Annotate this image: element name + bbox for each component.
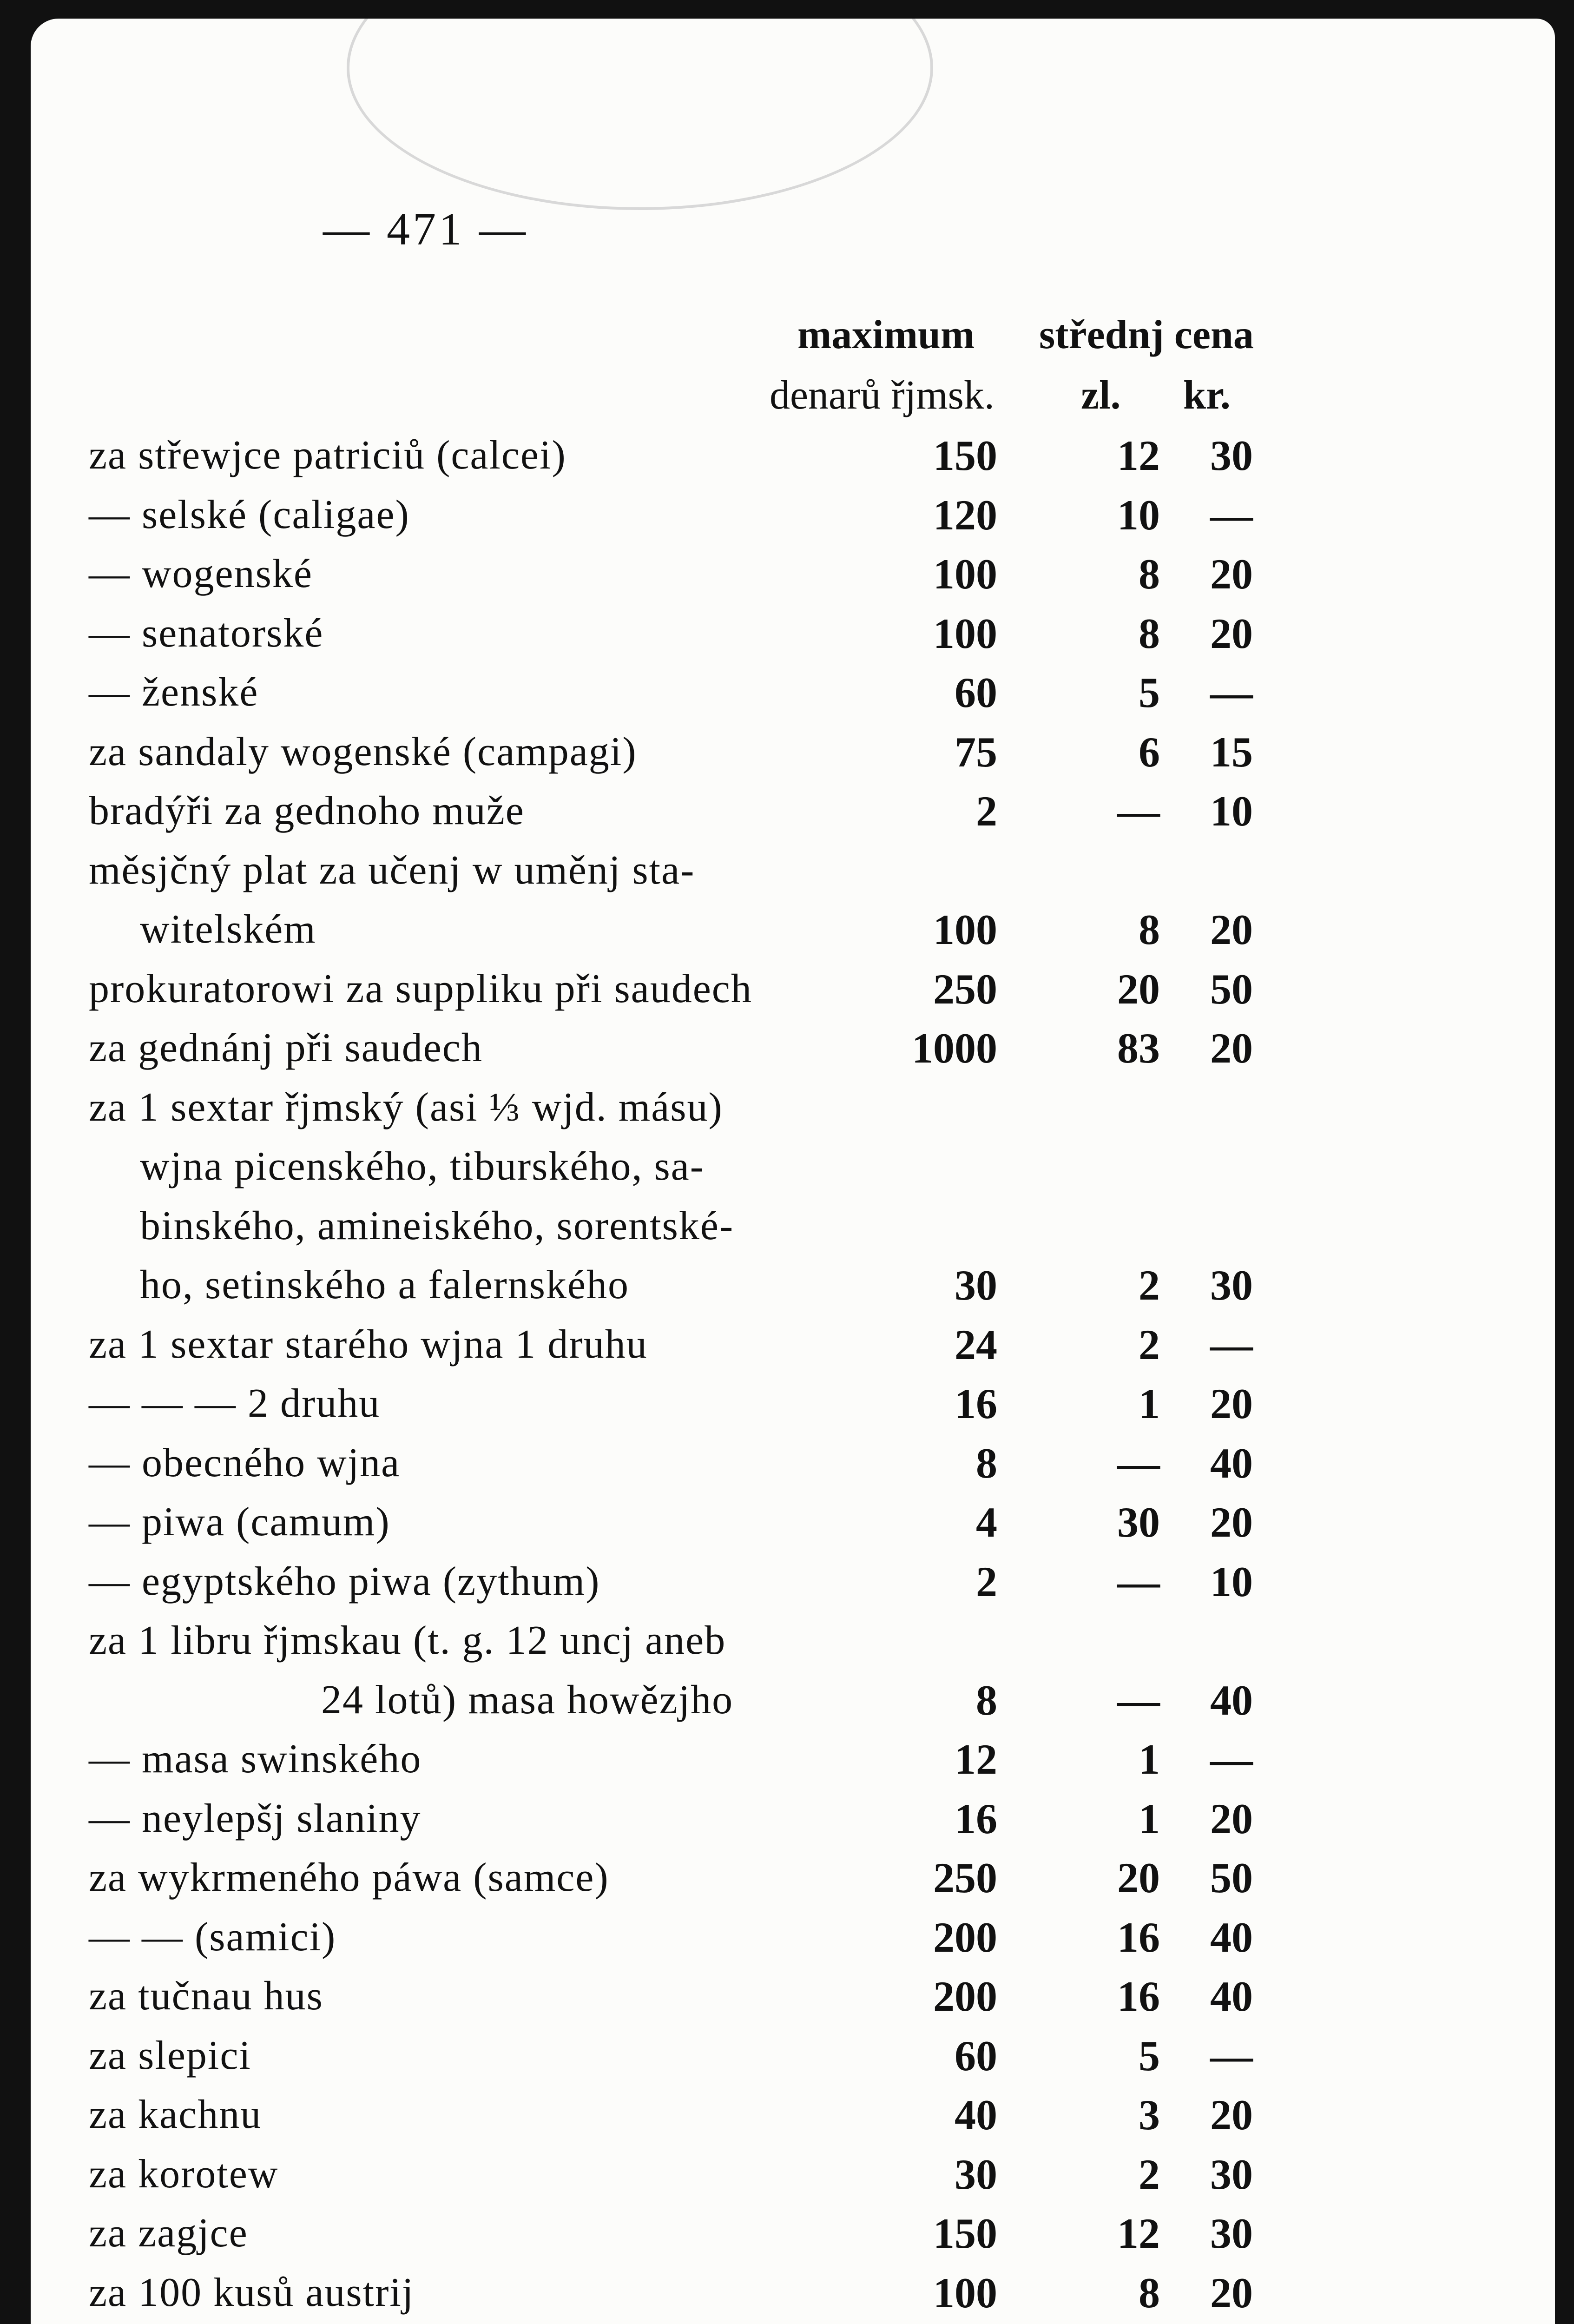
zl-value: 8 (1139, 2269, 1160, 2317)
item-label: za kachnu (89, 2092, 262, 2137)
table-row (31, 961, 1518, 1017)
table-row (31, 1791, 1518, 1847)
item-label: za střewjce patriciů (calcei) (89, 433, 566, 478)
table-row (31, 2028, 1518, 2084)
kr-value: 20 (1210, 1380, 1253, 1427)
table-row (31, 428, 1518, 483)
kr-value: 30 (1210, 432, 1253, 479)
bleed-through-arc (347, 19, 933, 210)
table-row (31, 2265, 1518, 2321)
item-label: — masa swinského (89, 1736, 422, 1782)
zl-value: 12 (1117, 432, 1160, 479)
table-row (31, 1731, 1518, 1787)
zl-value: 12 (1117, 2210, 1160, 2257)
table-row (31, 1376, 1518, 1432)
zl-value: 8 (1139, 906, 1160, 953)
table-row (31, 1435, 1518, 1491)
zl-value: 3 (1139, 2091, 1160, 2139)
maximum-value: 16 (955, 1795, 997, 1842)
maximum-value: 8 (976, 1676, 997, 1724)
maximum-value: 1000 (912, 1024, 997, 1072)
kr-value: 30 (1210, 1261, 1253, 1309)
maximum-value: 150 (933, 2210, 997, 2257)
maximum-value: 100 (933, 550, 997, 598)
item-label: měsjčný plat za učenj w uměnj sta- (89, 847, 695, 893)
table-row (31, 843, 1518, 898)
zl-value: 20 (1117, 965, 1160, 1013)
kr-value: 40 (1210, 1913, 1253, 1961)
book-page (31, 19, 1555, 2324)
table-row (31, 1139, 1518, 1195)
table-row (31, 546, 1518, 602)
kr-value: 20 (1210, 609, 1253, 657)
item-label: wjna picenského, tiburského, sa- (140, 1144, 705, 1189)
zl-value: 30 (1117, 1499, 1160, 1546)
column-header-denaru: denarů řjmsk. (770, 373, 994, 418)
item-label: za 1 sextar starého wjna 1 druhu (89, 1321, 648, 1367)
item-label: prokuratorowi za suppliku při saudech (89, 966, 752, 1011)
column-header-stredni-cena: střednj cena (1039, 312, 1254, 357)
table-row (31, 487, 1518, 543)
item-label: za zagjce (89, 2211, 248, 2256)
maximum-value: 200 (933, 1913, 997, 1961)
kr-value: 50 (1210, 1854, 1253, 1901)
item-label: za 1 sextar řjmský (asi ⅓ wjd. másu) (89, 1084, 723, 1130)
kr-value: 30 (1210, 2210, 1253, 2257)
zl-value: 8 (1139, 609, 1160, 657)
zl-value: 6 (1139, 728, 1160, 776)
kr-value: 40 (1210, 1676, 1253, 1724)
zl-value: — (1117, 1558, 1160, 1605)
kr-value: 20 (1210, 906, 1253, 953)
maximum-value: 40 (955, 2091, 997, 2139)
maximum-value: 2 (976, 1558, 997, 1605)
item-label: za 100 kusů austrij (89, 2270, 415, 2315)
maximum-value: 2 (976, 787, 997, 835)
maximum-value: 250 (933, 1854, 997, 1901)
zl-value: — (1117, 1439, 1160, 1487)
table-row (31, 1020, 1518, 1076)
item-label: za tučnau hus (89, 1974, 323, 2019)
maximum-value: 200 (933, 1973, 997, 2020)
zl-value: 5 (1139, 669, 1160, 716)
kr-value: 20 (1210, 1024, 1253, 1072)
column-header-maximum: maximum (797, 312, 975, 357)
table-row (31, 2146, 1518, 2202)
table-row (31, 783, 1518, 839)
table-row (31, 1909, 1518, 1965)
item-label: za wykrmeného páwa (samce) (89, 1855, 609, 1900)
zl-value: 5 (1139, 2032, 1160, 2080)
zl-value: 8 (1139, 550, 1160, 598)
table-row (31, 1554, 1518, 1610)
kr-value: 20 (1210, 2091, 1253, 2139)
kr-value: 40 (1210, 1439, 1253, 1487)
column-header-kr: kr. (1183, 373, 1231, 418)
maximum-value: 100 (933, 609, 997, 657)
maximum-value: 4 (976, 1499, 997, 1546)
item-label: — ženské (89, 670, 259, 715)
table-row (31, 1198, 1518, 1254)
table-row (31, 2087, 1518, 2143)
kr-value: 10 (1210, 787, 1253, 835)
kr-value: 20 (1210, 2269, 1253, 2317)
kr-value: 40 (1210, 1973, 1253, 2020)
column-header-zl: zl. (1081, 373, 1121, 418)
table-row (31, 1672, 1518, 1728)
item-label: — — — 2 druhu (89, 1381, 381, 1426)
maximum-value: 12 (955, 1736, 997, 1783)
kr-value: 30 (1210, 2150, 1253, 2198)
table-row (31, 1613, 1518, 1669)
maximum-value: 75 (955, 728, 997, 776)
item-label: binského, amineiského, sorentské- (140, 1203, 734, 1248)
zl-value: 16 (1117, 1973, 1160, 2020)
maximum-value: 100 (933, 2269, 997, 2317)
kr-value: — (1210, 2032, 1253, 2080)
zl-value: 10 (1117, 491, 1160, 539)
item-label: witelském (140, 907, 316, 952)
item-label: — obecného wjna (89, 1440, 401, 1486)
maximum-value: 60 (955, 669, 997, 716)
kr-value: — (1210, 1736, 1253, 1783)
item-label: za slepici (89, 2033, 251, 2078)
zl-value: — (1117, 787, 1160, 835)
table-row (31, 1494, 1518, 1550)
item-label: — neylepšj slaniny (89, 1796, 421, 1841)
item-label: — piwa (camum) (89, 1499, 390, 1545)
kr-value: — (1210, 669, 1253, 716)
table-row (31, 1257, 1518, 1313)
maximum-value: 60 (955, 2032, 997, 2080)
table-row (31, 1080, 1518, 1136)
item-label: za sandaly wogenské (campagi) (89, 729, 637, 774)
kr-value: 20 (1210, 550, 1253, 598)
item-label: za gednánj při saudech (89, 1025, 483, 1070)
zl-value: 1 (1139, 1795, 1160, 1842)
item-label: — egyptského piwa (zythum) (89, 1558, 600, 1604)
zl-value: 2 (1139, 1320, 1160, 1368)
kr-value: 15 (1210, 728, 1253, 776)
item-label: — wogenské (89, 551, 313, 596)
table-row (31, 606, 1518, 661)
table-row (31, 665, 1518, 720)
maximum-value: 24 (955, 1320, 997, 1368)
maximum-value: 16 (955, 1380, 997, 1427)
kr-value: 20 (1210, 1499, 1253, 1546)
zl-value: — (1117, 1676, 1160, 1724)
zl-value: 20 (1117, 1854, 1160, 1901)
kr-value: 20 (1210, 1795, 1253, 1842)
table-row (31, 724, 1518, 780)
item-label: ho, setinského a falernského (140, 1262, 630, 1307)
maximum-value: 250 (933, 965, 997, 1013)
zl-value: 1 (1139, 1380, 1160, 1427)
table-row (31, 1968, 1518, 2024)
item-label: bradýři za gednoho muže (89, 788, 525, 833)
item-label: za korotew (89, 2151, 279, 2197)
kr-value: — (1210, 491, 1253, 539)
table-row (31, 2205, 1518, 2261)
zl-value: 2 (1139, 2150, 1160, 2198)
maximum-value: 100 (933, 906, 997, 953)
page-number: — 471 — (323, 203, 528, 255)
maximum-value: 30 (955, 2150, 997, 2198)
zl-value: 2 (1139, 1261, 1160, 1309)
table-row (31, 902, 1518, 957)
zl-value: 83 (1117, 1024, 1160, 1072)
item-label: — selské (caligae) (89, 492, 410, 537)
zl-value: 1 (1139, 1736, 1160, 1783)
table-row (31, 1317, 1518, 1373)
maximum-value: 8 (976, 1439, 997, 1487)
item-label: 24 lotů) masa howězjho (321, 1677, 734, 1723)
zl-value: 16 (1117, 1913, 1160, 1961)
item-label: za 1 libru řjmskau (t. g. 12 uncj aneb (89, 1618, 726, 1663)
table-row (31, 1850, 1518, 1906)
item-label: — senatorské (89, 610, 324, 656)
kr-value: — (1210, 1320, 1253, 1368)
kr-value: 50 (1210, 965, 1253, 1013)
maximum-value: 120 (933, 491, 997, 539)
kr-value: 10 (1210, 1558, 1253, 1605)
item-label: — — (samici) (89, 1914, 336, 1960)
maximum-value: 30 (955, 1261, 997, 1309)
maximum-value: 150 (933, 432, 997, 479)
